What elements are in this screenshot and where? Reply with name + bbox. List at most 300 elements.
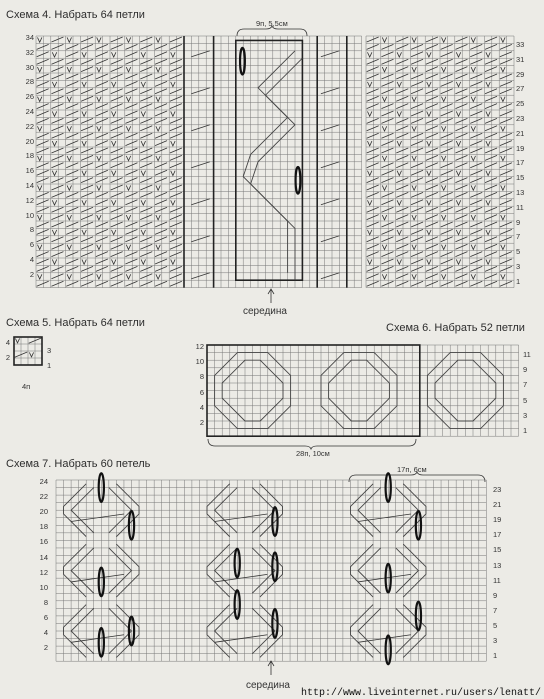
knit-symbol — [37, 126, 41, 131]
slip-symbol — [96, 133, 108, 138]
knit-symbol — [67, 185, 71, 190]
slip-symbol — [155, 252, 167, 257]
slip-symbol — [367, 252, 379, 257]
scheme4-row-number: 28 — [25, 77, 34, 87]
slip-symbol — [81, 148, 93, 153]
slip-symbol — [396, 207, 408, 212]
slip-symbol — [367, 89, 379, 94]
slip-symbol — [37, 104, 49, 109]
slip-symbol — [367, 44, 379, 49]
slip-symbol — [426, 126, 438, 131]
slip-symbol — [455, 37, 467, 42]
slip-symbol — [411, 141, 423, 146]
slip-symbol — [125, 74, 137, 79]
slip-symbol — [455, 185, 467, 190]
cross-symbol — [191, 162, 210, 168]
slip-symbol — [66, 81, 78, 86]
scheme7-row-number: 5 — [493, 620, 498, 630]
scheme7-title: Схема 7. Набрать 60 петель — [6, 458, 151, 470]
slip-symbol — [367, 178, 379, 183]
knit-symbol — [37, 67, 41, 72]
slip-symbol — [500, 141, 512, 146]
slip-symbol — [396, 44, 408, 49]
slip-symbol — [485, 237, 497, 242]
slip-symbol — [125, 44, 137, 49]
slip-symbol — [500, 111, 512, 116]
knit-symbol — [486, 230, 490, 235]
slip-symbol — [66, 111, 78, 116]
scheme4-row-number: 15 — [516, 173, 525, 183]
slip-symbol — [111, 274, 123, 279]
slip-symbol — [51, 59, 63, 64]
slip-symbol — [396, 59, 408, 64]
slip-symbol — [140, 89, 152, 94]
slip-symbol — [125, 104, 137, 109]
slip-symbol — [140, 192, 152, 197]
slip-symbol — [96, 281, 108, 286]
slip-symbol — [140, 126, 152, 131]
knit-symbol — [441, 245, 445, 250]
knit-symbol — [427, 82, 431, 87]
slip-symbol — [485, 44, 497, 49]
scheme5-row-3: 3 — [47, 346, 52, 355]
source-url[interactable]: http://www.liveinternet.ru/users/lenatt/ — [298, 688, 544, 699]
slip-symbol — [170, 207, 182, 212]
knit-symbol — [427, 200, 431, 205]
slip-symbol — [111, 281, 123, 286]
slip-symbol — [367, 207, 379, 212]
slip-symbol — [111, 207, 123, 212]
slip-symbol — [470, 104, 482, 109]
slip-symbol — [485, 126, 497, 131]
scheme4-right-panel — [366, 36, 514, 288]
slip-symbol — [155, 259, 167, 264]
slip-symbol — [96, 170, 108, 175]
slip-symbol — [125, 200, 137, 205]
slip-symbol — [155, 52, 167, 57]
slip-symbol — [81, 155, 93, 160]
knit-symbol — [82, 52, 86, 57]
knit-symbol — [67, 126, 71, 131]
knit-symbol — [367, 141, 371, 146]
slip-symbol — [485, 104, 497, 109]
scheme7-chart — [56, 480, 486, 661]
slip-symbol — [96, 141, 108, 146]
scheme4-row-number: 8 — [29, 225, 34, 235]
slip-symbol — [470, 59, 482, 64]
slip-symbol — [170, 274, 182, 279]
slip-symbol — [66, 163, 78, 168]
knit-symbol — [471, 245, 475, 250]
slip-symbol — [470, 81, 482, 86]
knit-symbol — [441, 67, 445, 72]
knit-symbol — [427, 141, 431, 146]
scheme7-row-number: 14 — [39, 552, 48, 562]
slip-symbol — [426, 244, 438, 249]
slip-symbol — [125, 111, 137, 116]
slip-symbol — [51, 207, 63, 212]
cross-symbol — [321, 236, 340, 242]
knit-symbol — [141, 141, 145, 146]
knit-symbol — [441, 37, 445, 42]
slip-symbol — [367, 118, 379, 123]
knit-symbol — [97, 67, 101, 72]
slip-symbol — [96, 163, 108, 168]
slip-symbol — [51, 74, 63, 79]
slip-symbol — [441, 81, 453, 86]
knit-symbol — [486, 52, 490, 57]
knit-symbol — [111, 171, 115, 176]
slip-symbol — [500, 44, 512, 49]
knit-symbol — [67, 245, 71, 250]
slip-symbol — [396, 178, 408, 183]
knit-symbol — [501, 37, 505, 42]
slip-symbol — [111, 215, 123, 220]
slip-symbol — [37, 141, 49, 146]
knit-symbol — [67, 215, 71, 220]
slip-symbol — [111, 252, 123, 257]
slip-symbol — [441, 74, 453, 79]
slip-symbol — [396, 252, 408, 257]
scheme4-row-number: 17 — [516, 158, 525, 168]
slip-symbol — [470, 163, 482, 168]
knit-symbol — [82, 141, 86, 146]
slip-symbol — [170, 44, 182, 49]
slip-symbol — [500, 222, 512, 227]
slip-symbol — [367, 155, 379, 160]
knit-symbol — [52, 82, 56, 87]
slip-symbol — [441, 141, 453, 146]
slip-symbol — [500, 52, 512, 57]
knit-symbol — [367, 171, 371, 176]
slip-symbol — [81, 59, 93, 64]
slip-symbol — [381, 229, 393, 234]
knit-symbol — [397, 82, 401, 87]
scheme7-row-number: 16 — [39, 537, 48, 547]
slip-symbol — [500, 81, 512, 86]
slip-symbol — [426, 96, 438, 101]
knit-symbol — [412, 37, 416, 42]
slip-symbol — [381, 252, 393, 257]
scheme5-row-2: 2 — [5, 353, 10, 362]
scheme4-row-number: 2 — [29, 269, 34, 279]
slip-symbol — [170, 244, 182, 249]
slip-symbol — [37, 266, 49, 271]
slip-symbol — [170, 178, 182, 183]
slip-symbol — [381, 104, 393, 109]
slip-symbol — [411, 281, 423, 286]
slip-symbol — [470, 252, 482, 257]
slip-symbol — [411, 81, 423, 86]
knit-symbol — [52, 200, 56, 205]
knit-symbol — [367, 200, 371, 205]
knit-symbol — [382, 185, 386, 190]
slip-symbol — [396, 274, 408, 279]
slip-symbol — [111, 178, 123, 183]
knit-symbol — [486, 171, 490, 176]
slip-symbol — [485, 133, 497, 138]
slip-symbol — [125, 118, 137, 123]
slip-symbol — [96, 200, 108, 205]
knit-symbol — [52, 52, 56, 57]
slip-symbol — [125, 133, 137, 138]
slip-symbol — [96, 52, 108, 57]
slip-symbol — [37, 111, 49, 116]
knit-symbol — [111, 52, 115, 57]
scheme5-title: Схема 5. Набрать 64 петли — [6, 317, 145, 329]
slip-symbol — [155, 111, 167, 116]
knit-symbol — [156, 185, 160, 190]
slip-symbol — [396, 37, 408, 42]
slip-symbol — [125, 141, 137, 146]
scheme4-row-number: 26 — [25, 92, 34, 102]
slip-symbol — [155, 192, 167, 197]
knit-symbol — [501, 97, 505, 102]
knit-symbol — [82, 200, 86, 205]
scheme4-row-number: 32 — [25, 47, 34, 57]
slip-symbol — [125, 148, 137, 153]
slip-symbol — [367, 215, 379, 220]
slip-symbol — [500, 281, 512, 286]
slip-symbol — [170, 148, 182, 153]
slip-symbol — [470, 281, 482, 286]
knit-symbol — [156, 215, 160, 220]
slip-symbol — [455, 252, 467, 257]
knit-symbol — [171, 171, 175, 176]
knit-symbol — [111, 111, 115, 116]
slip-symbol — [140, 222, 152, 227]
slip-symbol — [441, 178, 453, 183]
slip-symbol — [411, 207, 423, 212]
knit-symbol — [367, 259, 371, 264]
slip-symbol — [37, 133, 49, 138]
slip-symbol — [96, 59, 108, 64]
slip-symbol — [455, 89, 467, 94]
slip-symbol — [51, 215, 63, 220]
slip-symbol — [37, 170, 49, 175]
scheme4-row-number: 5 — [516, 247, 521, 257]
slip-symbol — [51, 118, 63, 123]
slip-symbol — [500, 178, 512, 183]
slip-symbol — [426, 207, 438, 212]
knit-symbol — [441, 126, 445, 131]
scheme4-row-number: 12 — [25, 195, 34, 205]
slip-symbol — [66, 229, 78, 234]
slip-symbol — [441, 192, 453, 197]
slip-symbol — [125, 222, 137, 227]
scheme7-row-number: 12 — [39, 567, 48, 577]
slip-symbol — [155, 44, 167, 49]
knit-symbol — [471, 67, 475, 72]
slip-symbol — [155, 59, 167, 64]
slip-symbol — [381, 207, 393, 212]
slip-symbol — [140, 118, 152, 123]
cross-symbol — [321, 162, 340, 168]
knit-symbol — [82, 171, 86, 176]
knit-symbol — [156, 274, 160, 279]
scheme4-title: Схема 4. Набрать 64 петли — [6, 9, 145, 21]
slip-symbol — [485, 274, 497, 279]
cross-symbol — [321, 273, 340, 279]
slip-symbol — [426, 89, 438, 94]
knit-symbol — [501, 67, 505, 72]
knit-symbol — [501, 126, 505, 131]
slip-symbol — [81, 185, 93, 190]
scheme6-row-number: 4 — [199, 402, 204, 412]
slip-symbol — [140, 59, 152, 64]
slip-symbol — [170, 89, 182, 94]
slip-symbol — [37, 237, 49, 242]
cross-symbol — [321, 125, 340, 131]
knit-symbol — [397, 171, 401, 176]
slip-symbol — [426, 192, 438, 197]
slip-symbol — [37, 207, 49, 212]
slip-symbol — [81, 244, 93, 249]
slip-symbol — [396, 281, 408, 286]
slip-symbol — [500, 259, 512, 264]
scheme5-width-label: 4п — [22, 382, 31, 391]
slip-symbol — [170, 37, 182, 42]
slip-symbol — [51, 96, 63, 101]
slip-symbol — [441, 118, 453, 123]
knit-symbol — [412, 274, 416, 279]
knit-symbol — [412, 156, 416, 161]
slip-symbol — [411, 104, 423, 109]
scheme4-row-number: 13 — [516, 188, 525, 197]
slip-symbol — [367, 244, 379, 249]
knit-symbol — [397, 111, 401, 116]
slip-symbol — [170, 192, 182, 197]
slip-symbol — [51, 44, 63, 49]
slip-symbol — [81, 118, 93, 123]
knit-symbol — [441, 215, 445, 220]
slip-symbol — [155, 89, 167, 94]
knit-symbol — [397, 230, 401, 235]
knit-symbol — [141, 52, 145, 57]
knit-symbol — [367, 230, 371, 235]
slip-symbol — [426, 185, 438, 190]
knit-symbol — [111, 82, 115, 87]
knit-symbol — [427, 171, 431, 176]
slip-symbol — [170, 222, 182, 227]
knit-symbol — [37, 37, 41, 42]
slip-symbol — [96, 237, 108, 242]
scheme7-row-number: 4 — [43, 628, 48, 637]
slip-symbol — [81, 96, 93, 101]
slip-symbol — [81, 252, 93, 257]
knit-symbol — [97, 37, 101, 42]
slip-symbol — [111, 155, 123, 160]
slip-symbol — [485, 207, 497, 212]
slip-symbol — [81, 192, 93, 197]
slip-symbol — [140, 133, 152, 138]
slip-symbol — [37, 178, 49, 183]
knit-symbol — [171, 259, 175, 264]
knit-symbol — [97, 245, 101, 250]
knit-symbol — [486, 111, 490, 116]
slip-symbol — [485, 192, 497, 197]
slip-symbol — [155, 81, 167, 86]
knit-symbol — [382, 37, 386, 42]
slip-symbol — [96, 118, 108, 123]
slip-symbol — [111, 237, 123, 242]
knit-symbol — [97, 274, 101, 279]
scheme4-chart — [36, 36, 362, 288]
slip-symbol — [111, 133, 123, 138]
slip-symbol — [426, 67, 438, 72]
knit-symbol — [111, 141, 115, 146]
knit-symbol — [382, 245, 386, 250]
slip-symbol — [470, 192, 482, 197]
slip-symbol — [470, 222, 482, 227]
slip-symbol — [125, 163, 137, 168]
slip-symbol — [485, 96, 497, 101]
knit-symbol — [171, 230, 175, 235]
slip-symbol — [96, 111, 108, 116]
slip-symbol — [396, 148, 408, 153]
slip-symbol — [441, 111, 453, 116]
slip-symbol — [66, 237, 78, 242]
scheme4-row-number: 30 — [25, 62, 34, 72]
knit-symbol — [126, 67, 130, 72]
slip-symbol — [140, 244, 152, 249]
knit-symbol — [37, 215, 41, 220]
slip-symbol — [426, 222, 438, 227]
slip-symbol — [66, 200, 78, 205]
slip-symbol — [367, 37, 379, 42]
knit-symbol — [126, 215, 130, 220]
scheme6-row-number: 10 — [195, 357, 204, 367]
slip-symbol — [455, 118, 467, 123]
slip-symbol — [426, 104, 438, 109]
slip-symbol — [411, 148, 423, 153]
knit-symbol — [456, 259, 460, 264]
slip-symbol — [441, 237, 453, 242]
slip-symbol — [81, 67, 93, 72]
slip-symbol — [411, 89, 423, 94]
knit-symbol — [141, 200, 145, 205]
slip-symbol — [411, 200, 423, 205]
slip-symbol — [485, 222, 497, 227]
slip-symbol — [426, 266, 438, 271]
slip-symbol — [111, 222, 123, 227]
slip-symbol — [51, 185, 63, 190]
slip-symbol — [396, 185, 408, 190]
scheme6-row-number: 7 — [523, 380, 528, 390]
slip-symbol — [485, 281, 497, 286]
scheme7-row-number: 7 — [493, 605, 498, 615]
slip-symbol — [396, 215, 408, 220]
knit-symbol — [171, 111, 175, 116]
slip-symbol — [37, 229, 49, 234]
slip-symbol — [81, 178, 93, 183]
slip-symbol — [411, 237, 423, 242]
slip-symbol — [367, 237, 379, 242]
slip-symbol — [367, 126, 379, 131]
knit-symbol — [441, 156, 445, 161]
scheme6-row-number: 6 — [199, 387, 204, 397]
slip-symbol — [155, 207, 167, 212]
knit-symbol — [126, 185, 130, 190]
slip-symbol — [367, 96, 379, 101]
slip-symbol — [125, 192, 137, 197]
slip-symbol — [411, 111, 423, 116]
slip-symbol — [66, 52, 78, 57]
slip-symbol — [426, 178, 438, 183]
slip-symbol — [170, 59, 182, 64]
slip-symbol — [125, 281, 137, 286]
slip-symbol — [396, 266, 408, 271]
